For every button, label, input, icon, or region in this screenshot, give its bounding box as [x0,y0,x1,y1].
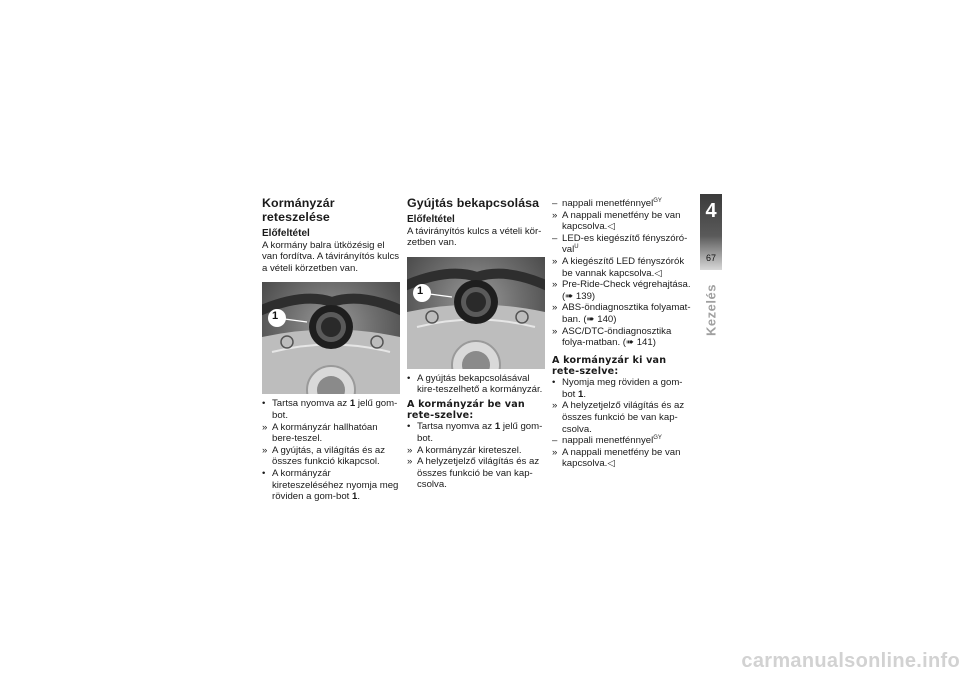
list-item: » ASC/DTC-öndiagnosztika folya-matban. (➠ 141) [552,325,672,349]
list-item: – nappali menetfénnyel$^{GY}$ [552,435,662,447]
page-number: 67 [705,253,716,263]
watermark: carmanualsonline.info [741,650,960,672]
column-ignition-on [407,196,547,491]
list-item: • Nyomja meg röviden a gom-bot 1. [552,377,683,400]
list-item: • Tartsa nyomva az 1 jelű gom-bot. [262,398,398,421]
list-item: » A kormányzár hallhatóan bere-teszel. [262,421,378,445]
intro-list [407,373,547,396]
subheading-lock-released: A kormányzár ki van rete-szelve: [552,354,667,377]
daylight-list [552,435,692,470]
steps-list [262,398,402,502]
list-item: » A helyzetjelző világítás és az összes funkció be van kap-csolva. [552,400,685,435]
list-item: » A kormányzár kireteszel. [407,444,522,456]
results-list [552,198,692,349]
list-item: » Pre-Ride-Check végrehajtása. (➠ 139) [552,279,691,302]
handlebar-illustration [262,282,400,394]
column-steering-lock [262,196,402,503]
list-item: » A nappali menetfény be van kapcsolva.◁ [552,209,681,233]
callout-number-1: 1 [272,310,279,323]
chapter-number: 4 [705,200,717,222]
list-item: – nappali menetfénnyel$^{GY}$ [552,198,662,209]
handlebar-illustration [407,257,545,369]
list-item: • Tartsa nyomva az 1 jelű gom-bot. [407,421,543,444]
section-heading-ignition: Gyújtás bekapcsolása [407,196,540,210]
chapter-tab [700,194,722,270]
steps-list [552,377,692,435]
list-item: • A gyújtás bekapcsolásával kire-teszelhető a kormányzár. [407,372,543,396]
end-mark-icon: ◁ [654,267,662,279]
prerequisite-heading: Előfeltétel [262,228,310,239]
list-item: » A gyújtás, a világítás és az összes funkció kikapcsol. [262,444,386,468]
list-item: » A nappali menetfény be van kapcsolva.◁ [552,446,681,470]
handlebar-button-photo [262,282,400,394]
handlebar-button-photo [407,257,545,369]
callout-number-1: 1 [417,284,424,297]
section-heading-steering-lock: Kormányzár reteszelése [262,196,335,224]
prerequisite-text: A távirányítós kulcs a vételi kör-zetben van. [407,225,542,249]
list-item: » A kiegészítő LED fényszórók be vannak kapcsolva.◁ [552,255,685,279]
list-item: » A helyzetjelző világítás és az összes funkció be van kap-csolva. [407,456,540,491]
end-mark-icon: ◁ [607,458,615,470]
end-mark-icon: ◁ [607,221,615,233]
list-item: • A kormányzár kireteszeléséhez nyomja meg röviden a gom-bot 1. [262,467,399,503]
prerequisite-heading: Előfeltétel [407,214,455,225]
subheading-lock-engaged: A kormányzár be van rete-szelve: [407,398,525,422]
column-continuation [552,198,692,470]
list-item: – LED-es kiegészítő fényszóró-val$^U$ [552,232,688,256]
prerequisite-text: A kormány balra ütközésig el van fordítva. A távirányítós kulcs a vételi körzetben van. [262,239,400,274]
list-item: » ABS-öndiagnosztika folyamat-ban. (➠ 140) [552,302,691,325]
steps-list [407,421,547,491]
section-title-vertical: Kezelés [703,284,719,336]
